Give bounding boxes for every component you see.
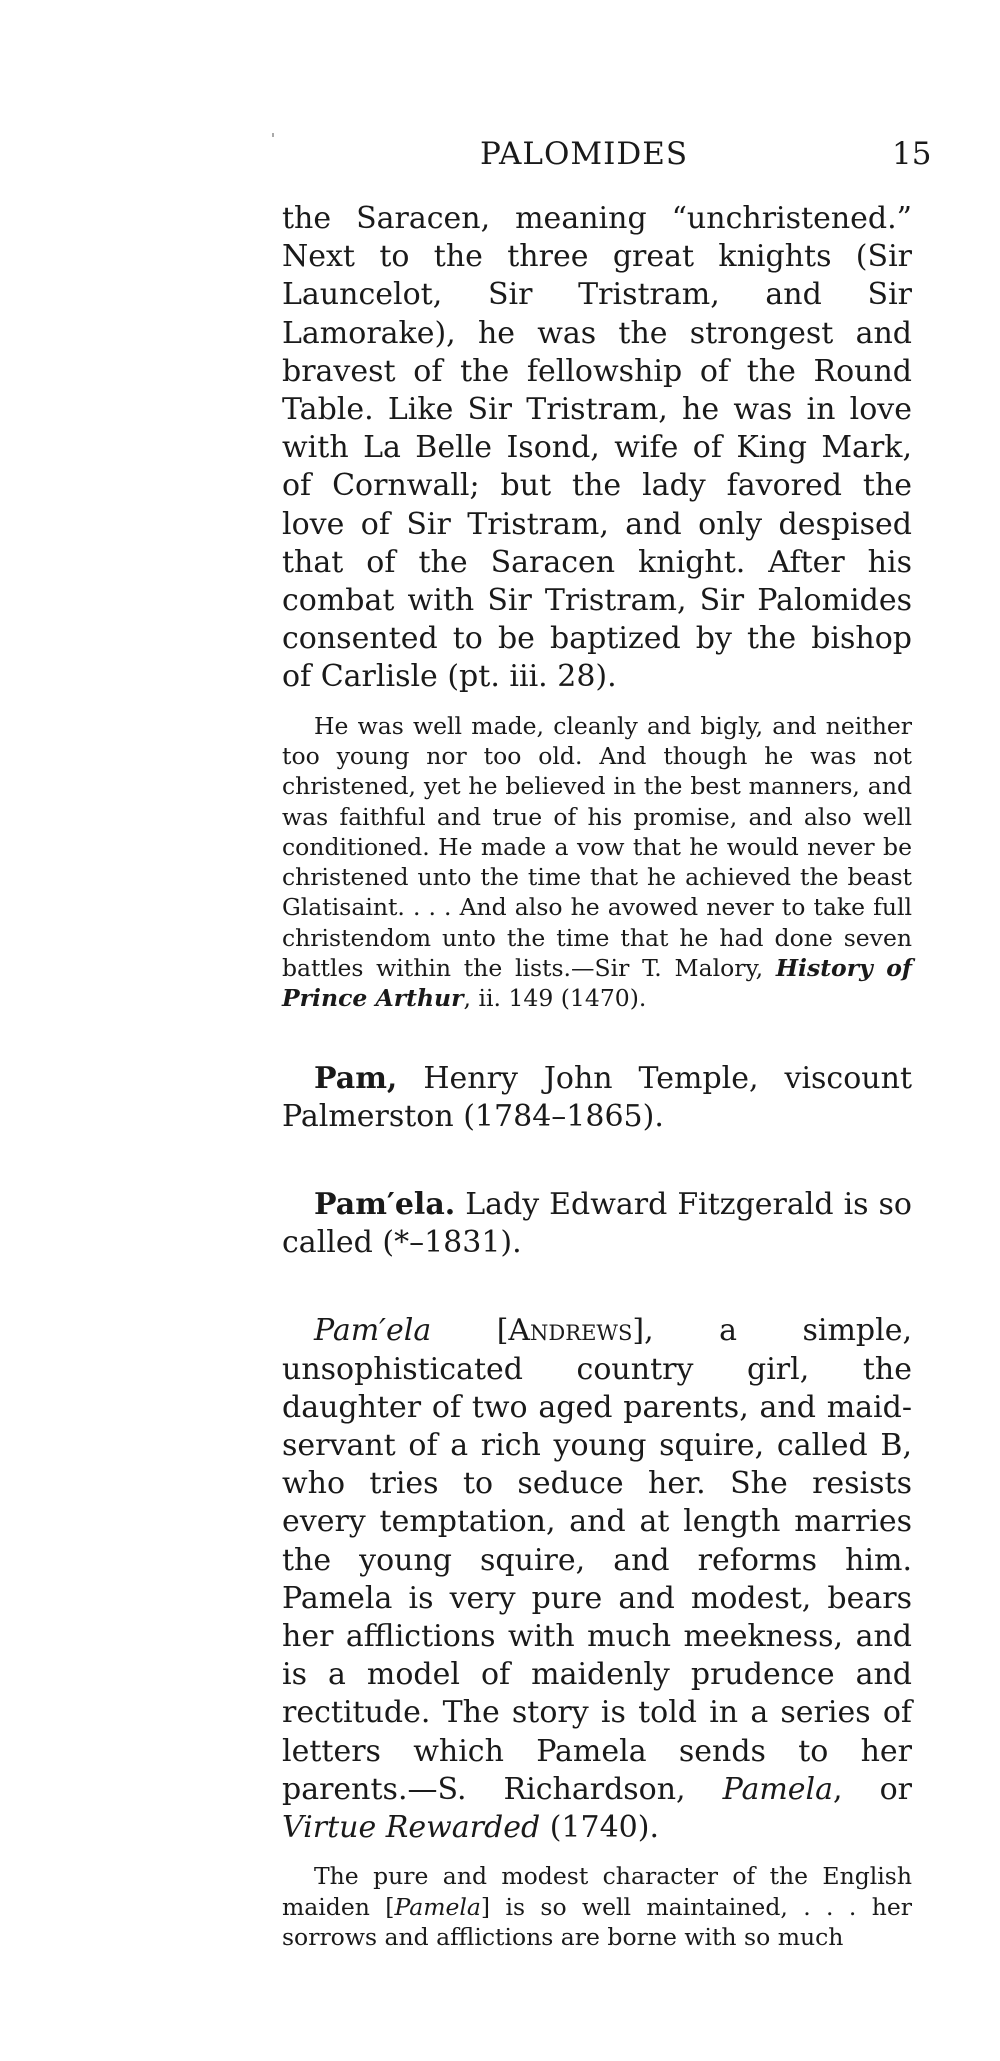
quote-citation: , ii. 149 (1470).	[463, 984, 647, 1013]
scan-speck	[272, 133, 274, 137]
entry-text: the Saracen, meaning “unchristened.” Next to the three great knights (Sir Launcelot, Sir Tristram, and Sir Lamorake), he was the strongest and bravest of the fellowship of the Round Table. Like Sir Tristram, he was in love with La Belle Isond, wife of King Mark, of Cornwall; but the lady favored the love of Sir Tristram, and only despised that of the Saracen knight. After his combat with Sir Tristram, Sir Palomides consented to be baptized by the bishop of Carlisle (pt. iii. 28).	[282, 201, 912, 695]
quotation-pamela	[282, 1861, 912, 1952]
entry-text: Henry John Temple, viscount Palmerston (1784–1865).	[282, 1060, 912, 1134]
entry-pamela-andrews	[282, 1312, 912, 1847]
entry-text: Lady Edward Fitzgerald is so called (*–1831).	[282, 1187, 912, 1261]
quotation-malory	[282, 711, 912, 1014]
running-header	[280, 136, 932, 176]
entry-pam	[282, 1060, 912, 1136]
headword-pamela-andrews: Pam′ela	[314, 1313, 432, 1349]
quote-text-continued: ] is so well maintained, . . . her sorrows and afflictions are borne with so much	[282, 1892, 912, 1951]
dictionary-column	[282, 200, 912, 1952]
quote-work-title: History of Prince Arthur	[282, 954, 912, 1013]
quote-name: Pamela	[394, 1892, 481, 1921]
entry-text: , a simple, unsophisticated country girl, the daughter of two aged parents, and maid-servant of a rich young squire, called B, who tries to seduce her. She resists every temptation, and at length marries the young squire, and reforms him. Pamela is very pure and modest, bears her afflictions with much meekness, and is a model of maidenly prudence and rectitude. The story is told in a series of letters which Pamela sends to her parents.—S. Richardson,	[282, 1313, 912, 1807]
surname-andrews: [Andrews]	[496, 1313, 645, 1349]
page-number: 15	[892, 136, 932, 172]
header-title: PALOMIDES	[480, 136, 689, 172]
headword-pamela: Pam′ela.	[314, 1187, 456, 1223]
entry-citation: (1740).	[540, 1810, 659, 1846]
entry-pamela-fitzgerald	[282, 1186, 912, 1262]
work-subtitle: Virtue Rewarded	[282, 1810, 541, 1846]
headword-pam: Pam,	[314, 1060, 398, 1096]
work-title: Pamela	[722, 1771, 834, 1807]
entry-palomides-continued	[282, 200, 912, 697]
quote-text: The pure and modest character of the English maiden [	[282, 1862, 912, 1921]
entry-text-mid: , or	[833, 1771, 912, 1807]
quote-text: He was well made, cleanly and bigly, and neither too young nor too old. And though he was not christened, yet he believed in the best manners, and was faithful and true of his promise, and also well conditioned. He made a vow that he would never be christened unto the time that he achieved the beast Glatisaint. . . . And also he avowed never to take full christendom unto the time that he had done seven battles within the lists.—Sir T. Malory,	[282, 711, 912, 983]
